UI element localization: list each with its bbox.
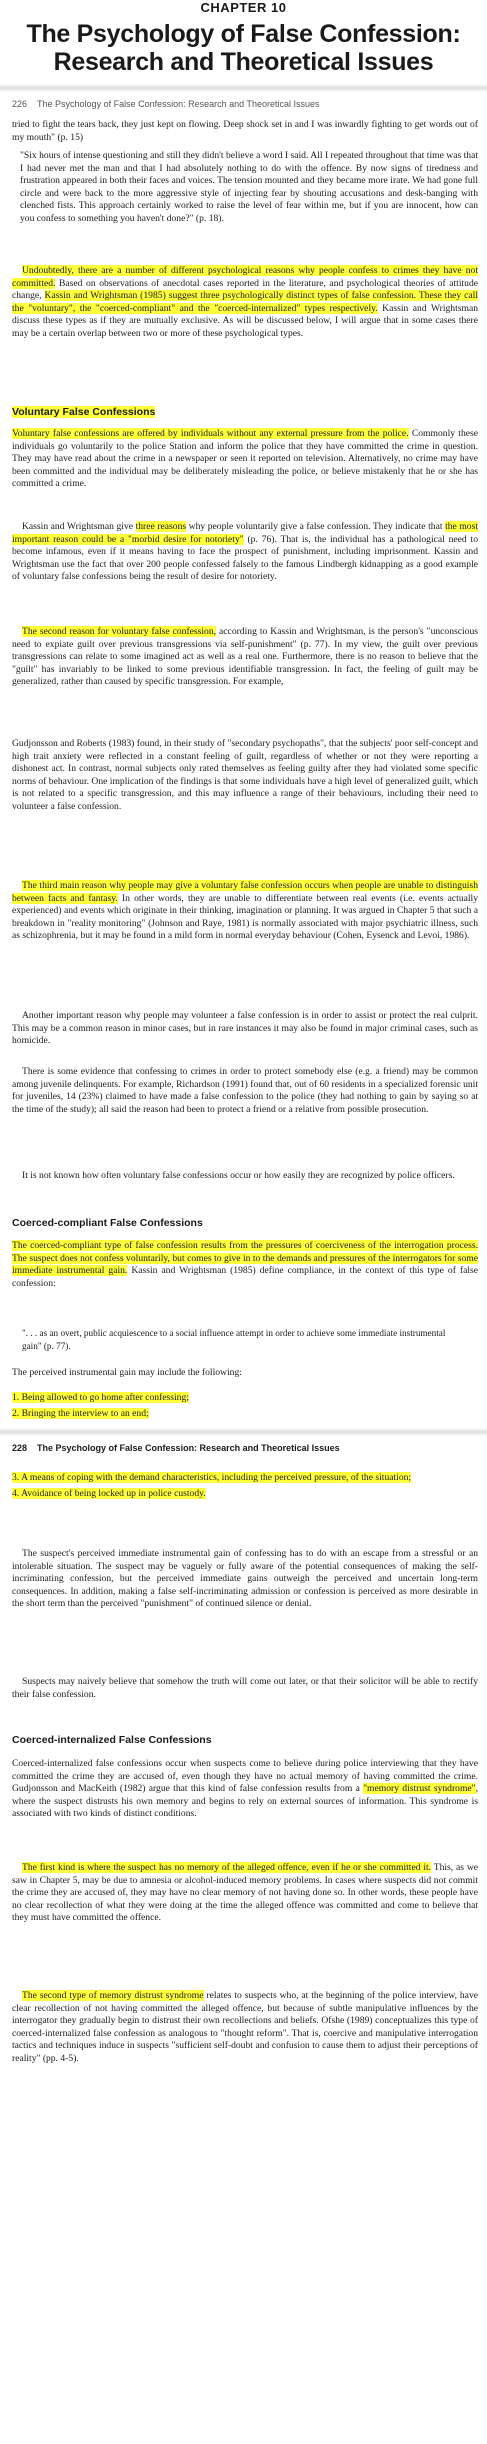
paragraph — [12, 1240, 478, 1290]
list-item-text: 4. Avoidance of being locked up in police custody. — [12, 1487, 206, 1499]
page-divider — [0, 84, 487, 92]
highlighted-text: three reasons — [135, 521, 187, 532]
list-item-text: 3. A means of coping with the demand characteristics, including the perceived pressure, of the situation; — [12, 1472, 412, 1483]
paragraph — [12, 1990, 478, 2066]
paragraph — [12, 1367, 478, 1380]
section-heading-voluntary — [12, 406, 478, 419]
list-item — [12, 1472, 472, 1485]
paragraph — [12, 1066, 478, 1116]
chapter-title: The Psychology of False Confession: Research and Theoretical Issues — [26, 20, 461, 76]
running-head-title: The Psychology of False Confession: Research and Theoretical Issues — [37, 99, 320, 109]
paragraph-text: why people voluntarily give a false confession. They indicate that — [186, 521, 446, 532]
paragraph — [12, 1010, 478, 1048]
list-item-text: 1. Being allowed to go home after confessing; — [12, 1392, 189, 1403]
highlighted-text: "memory distrust syndrome" — [363, 1783, 476, 1795]
paragraph-text: Gudjonsson and Roberts (1983) found, in their study of "secondary psychopaths", that the subjects' poor self-concept and high trait anxiety were reflected in a constant feeling of guilt, regardless of whether or not they were reporting a dishonest act. In contrast, normal subjects only rated themselves as feeling guilty after they had violated some specific norms of behaviour. One implication of the findings is that some individuals have a high level of generalized guilt, which is not related to a specific transgression, and this may influence a range of their behaviours, including their need to volunteer a false confession. — [12, 738, 478, 812]
paragraph — [12, 265, 478, 341]
paragraph-text: The suspect's perceived immediate instrumental gain of confessing has to do with an escape from a stressful or an intolerable situation. The suspect may be vaguely or fully aware of the potential consequences of making the self-incriminating confession, but the perceived immediate gains outweigh the perceived and uncertain long-term consequences. In addition, making a false self-incriminating admission or confession is perceived as more desirable in the short term than the perceived "punishment" of continued silence or denial. — [12, 1548, 478, 1610]
paragraph-text: In other words, they are unable to differentiate between real events (i.e. events actually experienced) and events which originate in their thinking, imagination or planning. It was argued in Chapter 5 that such a breakdown in "reality monitoring" (Johnson and Raye, 1981) is normally associated with major psychiatric illness, such as schizophrenia, but it may be found in a mild form in normal everyday behaviour (Cohen, Eysenck and Levoi, 1986). — [12, 892, 478, 942]
page-divider — [0, 1428, 487, 1436]
paragraph-text: Kassin and Wrightsman discuss these types as if they are mutually exclusive. As will be discussed below, I will argue that in some cases there may be a certain overlap between two or more of these psychological types. — [12, 302, 479, 339]
paragraph-text: Suspects may naively believe that somehow the truth will come out later, or that their solicitor will be able to rectify their false confession. — [12, 1676, 478, 1700]
section-heading-coerced-internalized — [12, 1734, 478, 1747]
running-head-title: The Psychology of False Confession: Research and Theoretical Issues — [37, 1443, 340, 1453]
highlighted-text: The first kind is where the suspect has no memory of the alleged offence, even if he or she committed it. — [22, 1862, 432, 1873]
page-number: 228 — [12, 1443, 28, 1453]
paragraph-text: It is not known how often voluntary false confessions occur or how easily they are recognized by police officers. — [22, 1170, 455, 1181]
paragraph-text: Coerced-internalized false confessions occur when suspects come to believe during police interviewing that they have committed the crime they are accused of, even though they have no actual memory of having committed the crime. Gudjonsson and MacKeith (1982) argue that this kind of false confession results from a — [12, 1758, 478, 1795]
paragraph — [12, 521, 478, 584]
paragraph-text: , where the suspect distrusts his own memory and begins to rely on external sources of information. This syndrome is associated with two kinds of distinct conditions. — [12, 1783, 478, 1820]
paragraph — [12, 626, 478, 689]
highlighted-text: Voluntary false confessions are offered by individuals without any external pressure from the police. — [12, 428, 409, 439]
paragraph-text: according to Kassin and Wrightsman, is the person's "unconscious need to expiate guilt over previous transgressions via self-punishment" (p. 77). In my view, the guilt over previous transgressions can relate to some imagined act as well as a real one. Furthermore, there is no reason to believe that the "guilt" has invariably to be linked to some previous identifiable transgression. In fact, the feeling of guilt may be generalized, rather than caused by specific transgression. For example, — [12, 626, 478, 688]
paragraph-text: tried to fight the tears back, they just kept on flowing. Deep shock set in and I was inwardly fighting to get words out of my mouth" (p. 15) — [12, 119, 478, 143]
highlighted-text: The third main reason why people may give a voluntary false confession occurs when people are unable to distinguish between facts and fantasy. — [12, 880, 478, 904]
paragraph-text: relates to suspects who, at the beginning of the police interview, have clear recollection of not having committed the alleged offence, but because of subtle manipulative influences by the interrogator they gradually begin to distrust their own recollections and beliefs. Ofshe (1989) conceptualizes this type of coerced-internalized false confession as analogous to "thought reform". That is, coercive and manipulative interrogation tactics and techniques induce in suspects "sufficient self-doubt and confusion to cause them to adjust their perceptions of reality" (pp. 4-5). — [12, 1990, 478, 2064]
paragraph — [12, 880, 478, 943]
list — [12, 1472, 472, 1503]
highlighted-text: Undoubtedly, there are a number of different psychological reasons why people confess to crimes they have not committed. — [12, 265, 478, 289]
list-item — [12, 1488, 472, 1501]
section-heading-text: Coerced-internalized False Confessions — [12, 1734, 212, 1746]
running-head — [12, 98, 482, 111]
paragraph-text: Commonly these individuals go voluntarily to the police Station and inform the police that they have committed the crime in question. They may have read about the crime in a newspaper or seen it reported on television. Alternatively, no crime may have been committed and the individual may be deliberately misleading the police, or believe mistakenly that he or she has committed a crime. — [12, 428, 478, 490]
list-item-text: 2. Bringing the interview to an end; — [12, 1407, 149, 1419]
paragraph-text: This, as we saw in Chapter 5, may be due to amnesia or alcohol-induced memory problems. In cases where suspects did not commit the crime they are accused of, they may have no clear memory of not having done so. In other words, these people have no clear recollection of what they were doing at the time the alleged offence was committed and come to believe that they must have committed the offence. — [12, 1862, 478, 1924]
quote-paragraph — [20, 150, 478, 226]
list-item — [12, 1392, 472, 1405]
paragraph — [12, 1548, 478, 1611]
section-heading-text: Coerced-compliant False Confessions — [12, 1217, 203, 1229]
paragraph — [12, 428, 478, 491]
highlighted-text: The second reason for voluntary false confession, — [22, 626, 217, 637]
paragraph-text: The perceived instrumental gain may include the following: — [12, 1367, 242, 1378]
list-item — [12, 1408, 472, 1421]
highlighted-text: The second type of memory distrust syndrome — [22, 1990, 204, 2001]
section-heading-coerced-compliant — [12, 1217, 478, 1230]
paragraph-text: There is some evidence that confessing to crimes in order to protect somebody else (e.g. a friend) may be common among juvenile delinquents. For example, Richardson (1991) found that, out of 60 residents in a specialized forensic unit for juveniles, 14 (23%) claimed to have made a false confession to the police (they had nothing to gain by saying so at the time of the study); all said the reason had been to protect a friend or a relative from possible prosecution. — [12, 1066, 478, 1115]
paragraph — [12, 119, 478, 144]
section-heading-text: Voluntary False Confessions — [12, 406, 156, 418]
running-head — [12, 1442, 482, 1455]
highlighted-text: The coerced-compliant type of false confession results from the pressures of coerciveness of the interrogation process. The suspect does not confess voluntarily, but comes to give in to the demands and pressures of the interrogators for some immediate instrumental gain. — [12, 1240, 478, 1277]
paragraph-text: Based on observations of anecdotal cases reported in the literature, and psychological theories of attitude change, — [12, 277, 478, 302]
page-number: 226 — [12, 99, 28, 109]
paragraph-text: Kassin and Wrightsman (1985) define compliance, in the context of this type of false confession: — [12, 1265, 479, 1289]
list — [12, 1392, 472, 1423]
paragraph — [12, 738, 478, 814]
paragraph — [12, 1676, 478, 1701]
paragraph — [12, 1862, 478, 1925]
chapter-label: CHAPTER 10 — [200, 0, 287, 15]
paragraph — [12, 1758, 478, 1821]
block-quote: ". . . as an overt, public acquiescence to a social influence attempt in order to achieve some immediate instrumental gain" (p. 77). — [22, 1328, 446, 1351]
paragraph — [12, 1170, 478, 1183]
paragraph-text: Another important reason why people may volunteer a false confession is in order to assist or protect the real culprit. This may be a common reason in minor cases, but in rare instances it may also be found in major criminal cases, such as homicide. — [12, 1010, 478, 1047]
paragraph-text: (p. 76). That is, the individual has a pathological need to become infamous, even if it means having to face the prospect of punishment, including imprisonment. Kassin and Wrightsman use the fact that over 200 people confessed falsely to the famous Lindbergh kidnapping as a good example of voluntary false confessions being the result of desire for notoriety. — [12, 533, 478, 583]
paragraph-text: Kassin and Wrightsman give — [22, 521, 136, 532]
paragraph-text: "Six hours of intense questioning and still they didn't believe a word I said. All I repeated throughout that time was that I had never met the man and that I had absolutely nothing to do with the offence. By now signs of tiredness and frustration appeared in both their faces and voices. The tension mounted and they became more irate. We had gone full circle and were back to the more aggressive style of injecting fear by shouting accusations and desk-banging with clenched fists. This approach certainly worked to raise the level of fear within me, but if you are innocent, how can you confess to something you haven't done?" (p. 18). — [20, 150, 478, 224]
highlighted-text: the most important reason could be a "morbid desire for notoriety" — [12, 521, 478, 545]
highlighted-text: Kassin and Wrightsman (1985) suggest three psychologically distinct types of false confession. These they call the "voluntary", the "coerced-compliant" and the "coerced-internalized" types respectively. — [12, 290, 478, 314]
